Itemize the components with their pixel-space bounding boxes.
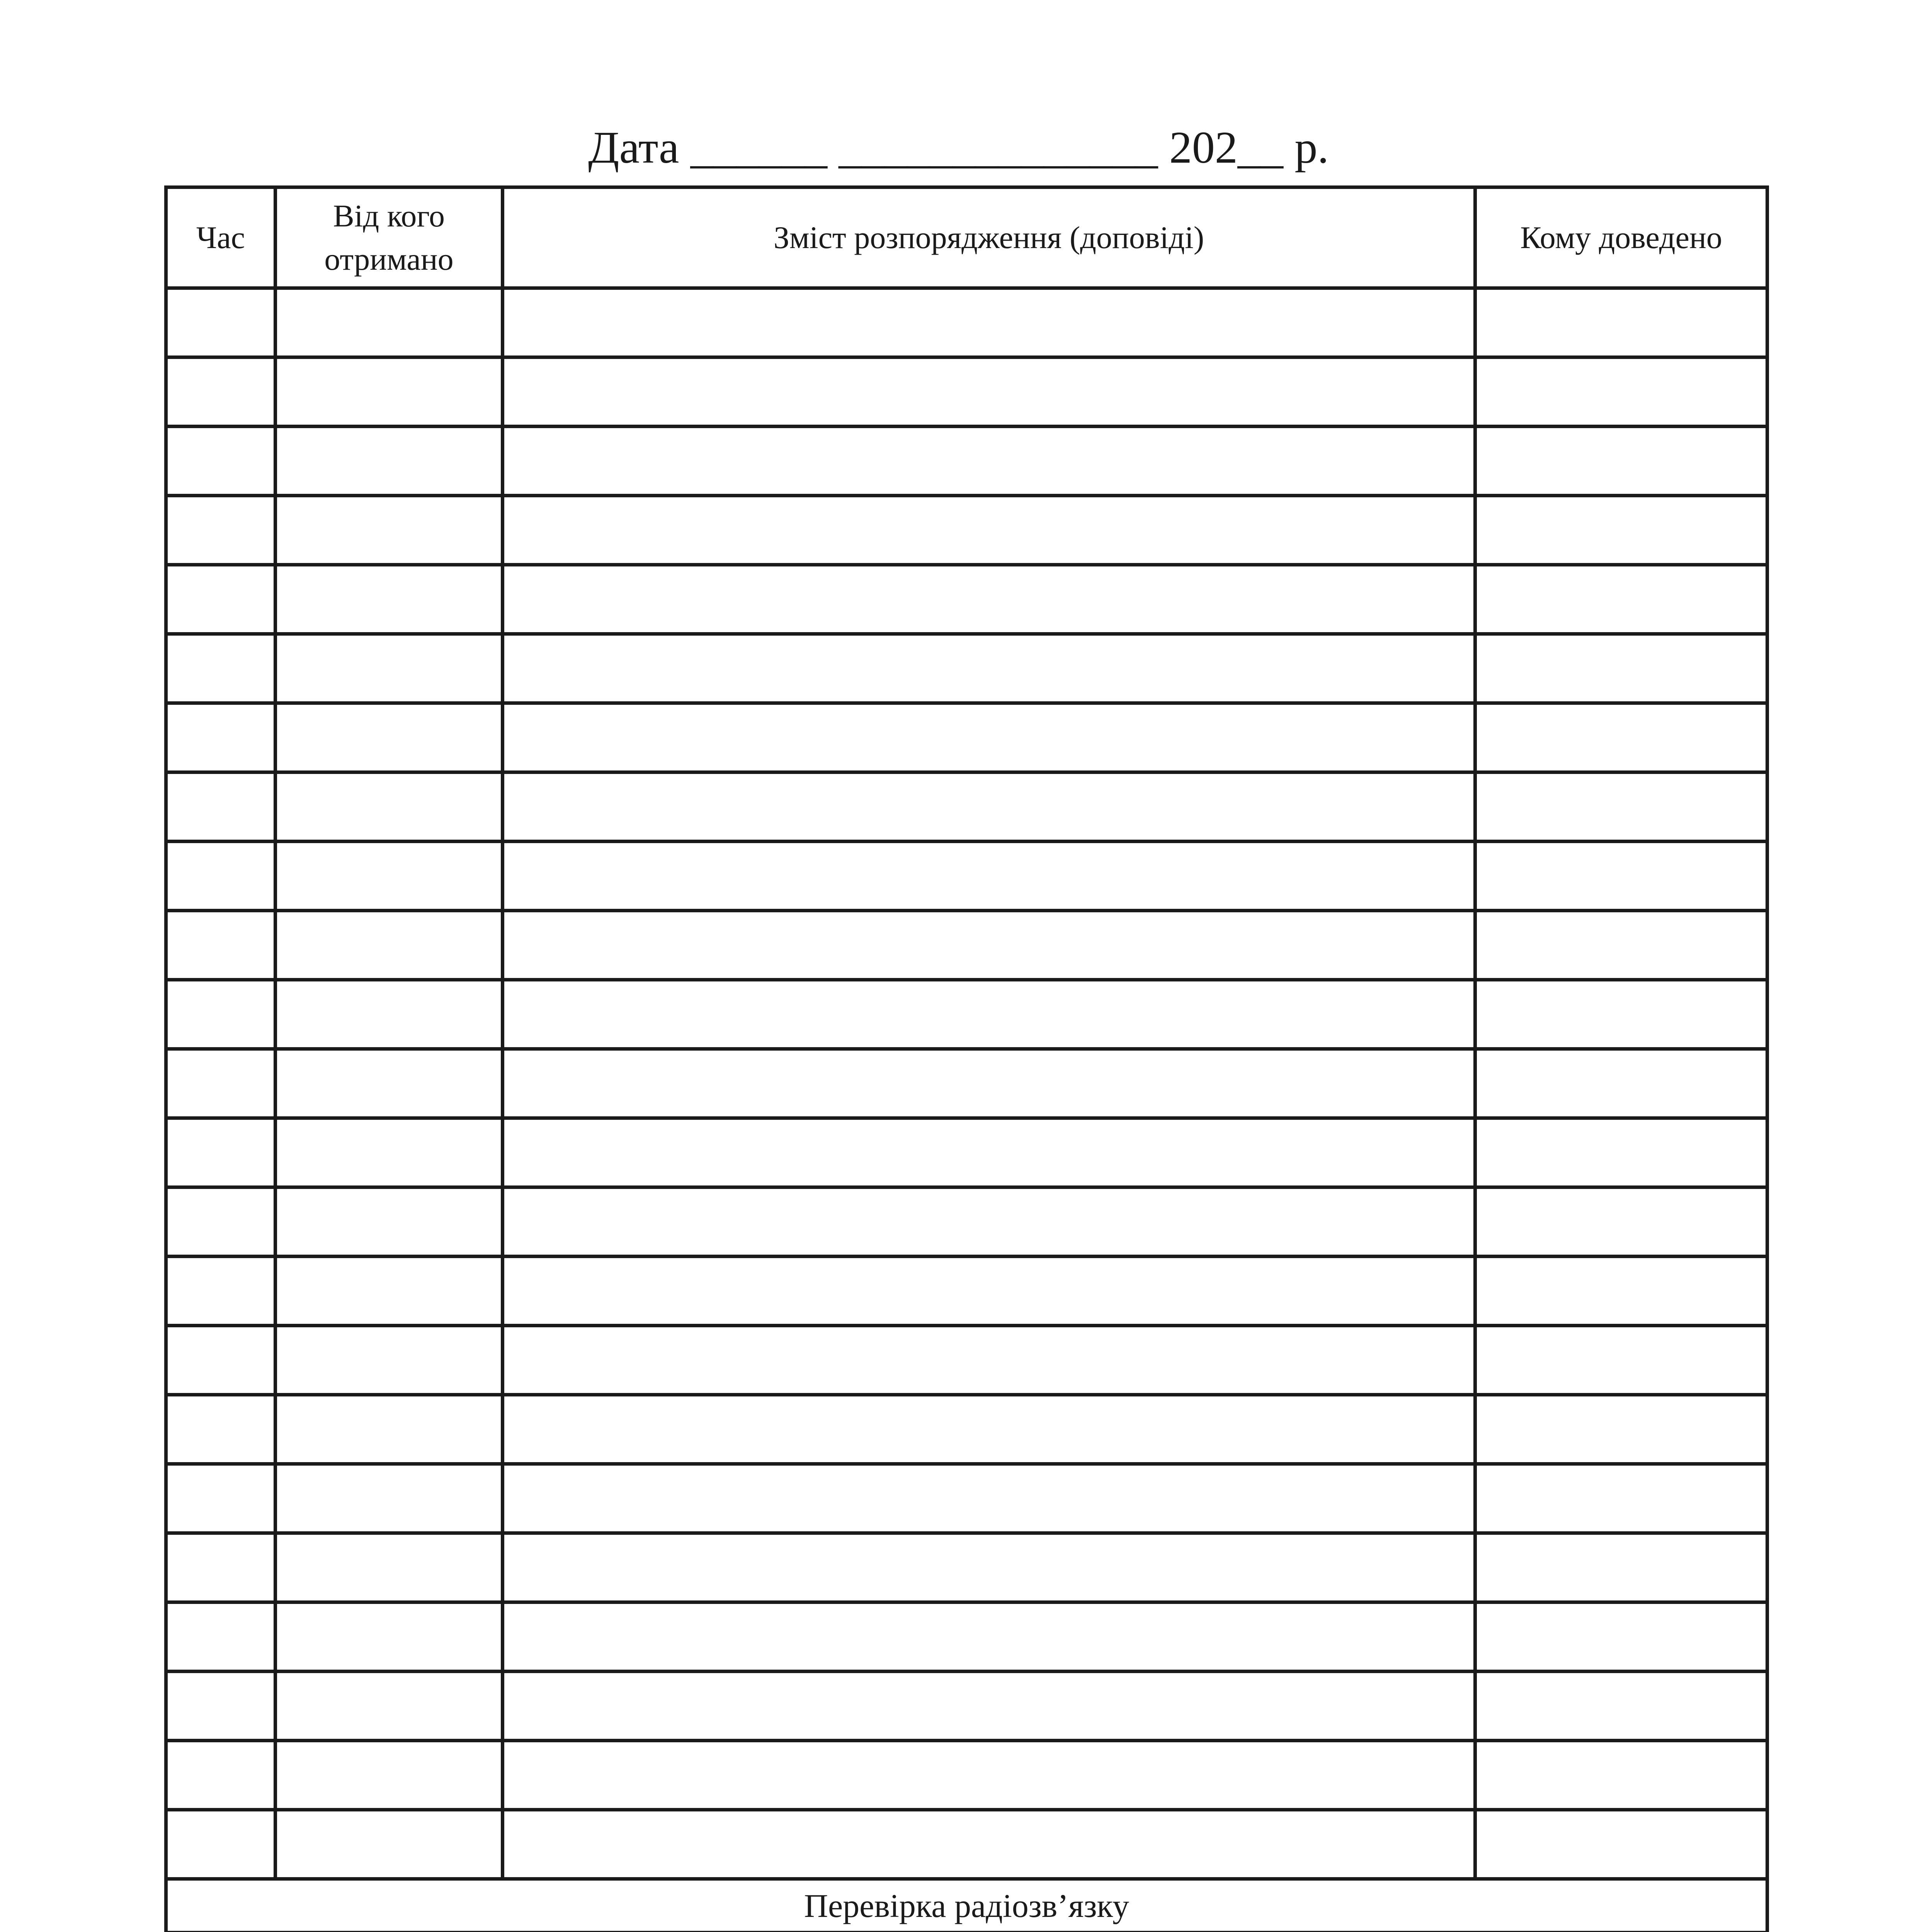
- time-cell[interactable]: [166, 1049, 276, 1118]
- col-header-content: Зміст розпорядження (доповіді): [503, 187, 1475, 288]
- content-cell[interactable]: [503, 1118, 1475, 1187]
- col-header-time: Час: [166, 187, 276, 288]
- to-cell[interactable]: [1475, 1257, 1767, 1326]
- time-cell[interactable]: [166, 1395, 276, 1464]
- time-cell[interactable]: [166, 1533, 276, 1602]
- content-cell[interactable]: [503, 1049, 1475, 1118]
- from-cell[interactable]: [276, 1049, 503, 1118]
- to-cell[interactable]: [1475, 1810, 1767, 1879]
- from-cell[interactable]: [276, 1118, 503, 1187]
- to-cell[interactable]: [1475, 288, 1767, 357]
- time-cell[interactable]: [166, 703, 276, 772]
- content-cell[interactable]: [503, 1533, 1475, 1602]
- to-cell[interactable]: [1475, 565, 1767, 634]
- from-cell[interactable]: [276, 1533, 503, 1602]
- log-table-header: [166, 187, 1767, 288]
- col-header-from-line1: Від кого: [333, 198, 445, 233]
- to-cell[interactable]: [1475, 496, 1767, 565]
- content-cell[interactable]: [503, 565, 1475, 634]
- from-cell[interactable]: [276, 1187, 503, 1257]
- from-cell[interactable]: [276, 703, 503, 772]
- col-header-from: [276, 187, 503, 288]
- content-cell[interactable]: [503, 1602, 1475, 1672]
- log-table-row: [166, 1602, 1767, 1672]
- log-table-row: [166, 427, 1767, 496]
- from-cell[interactable]: [276, 911, 503, 980]
- time-cell[interactable]: [166, 1118, 276, 1187]
- from-cell[interactable]: [276, 1257, 503, 1326]
- from-cell[interactable]: [276, 1464, 503, 1533]
- time-cell[interactable]: [166, 357, 276, 427]
- time-cell[interactable]: [166, 1602, 276, 1672]
- to-cell[interactable]: [1475, 1395, 1767, 1464]
- content-cell[interactable]: [503, 1810, 1475, 1879]
- to-cell[interactable]: [1475, 911, 1767, 980]
- time-cell[interactable]: [166, 1672, 276, 1741]
- log-table-row: [166, 1395, 1767, 1464]
- to-cell[interactable]: [1475, 980, 1767, 1049]
- time-cell[interactable]: [166, 842, 276, 911]
- to-cell[interactable]: [1475, 427, 1767, 496]
- col-header-to: Кому доведено: [1475, 187, 1767, 288]
- to-cell[interactable]: [1475, 1533, 1767, 1602]
- from-cell[interactable]: [276, 1395, 503, 1464]
- to-cell[interactable]: [1475, 842, 1767, 911]
- from-cell[interactable]: [276, 980, 503, 1049]
- log-table-row: [166, 980, 1767, 1049]
- time-cell[interactable]: [166, 565, 276, 634]
- log-table-row: [166, 911, 1767, 980]
- time-cell[interactable]: [166, 1810, 276, 1879]
- from-cell[interactable]: [276, 1326, 503, 1395]
- time-cell[interactable]: [166, 1187, 276, 1257]
- date-line: Дата ______ ______________ 202__ р.: [588, 122, 1329, 173]
- content-cell[interactable]: [503, 1672, 1475, 1741]
- content-cell[interactable]: [503, 357, 1475, 427]
- from-cell[interactable]: [276, 357, 503, 427]
- to-cell[interactable]: [1475, 1741, 1767, 1810]
- time-cell[interactable]: [166, 427, 276, 496]
- log-table-row: [166, 1533, 1767, 1602]
- log-table-row: [166, 842, 1767, 911]
- log-table-row: [166, 1326, 1767, 1395]
- from-cell[interactable]: [276, 772, 503, 842]
- content-cell[interactable]: [503, 703, 1475, 772]
- log-table-row: [166, 1672, 1767, 1741]
- col-header-from-line2: отримано: [324, 242, 454, 277]
- log-table-row: [166, 1464, 1767, 1533]
- from-cell[interactable]: [276, 842, 503, 911]
- content-cell[interactable]: [503, 1257, 1475, 1326]
- to-cell[interactable]: [1475, 703, 1767, 772]
- radio-check-title: Перевірка радіозв’язку: [166, 1879, 1767, 1932]
- content-cell[interactable]: [503, 980, 1475, 1049]
- log-table-row: [166, 1187, 1767, 1257]
- log-table-row: [166, 1118, 1767, 1187]
- content-cell[interactable]: [503, 1395, 1475, 1464]
- content-cell[interactable]: [503, 1464, 1475, 1533]
- log-table-row: [166, 357, 1767, 427]
- time-cell[interactable]: [166, 1326, 276, 1395]
- time-cell[interactable]: [166, 288, 276, 357]
- time-cell[interactable]: [166, 772, 276, 842]
- log-table-row: [166, 1741, 1767, 1810]
- content-cell[interactable]: [503, 427, 1475, 496]
- time-cell[interactable]: [166, 496, 276, 565]
- to-cell[interactable]: [1475, 1187, 1767, 1257]
- content-cell[interactable]: [503, 1187, 1475, 1257]
- log-table-row: [166, 1257, 1767, 1326]
- content-cell[interactable]: [503, 1326, 1475, 1395]
- content-cell[interactable]: [503, 842, 1475, 911]
- log-table-row: [166, 1049, 1767, 1118]
- time-cell[interactable]: [166, 1257, 276, 1326]
- time-cell[interactable]: [166, 911, 276, 980]
- from-cell[interactable]: [276, 1672, 503, 1741]
- from-cell[interactable]: [276, 288, 503, 357]
- log-table-row: [166, 496, 1767, 565]
- content-cell[interactable]: [503, 911, 1475, 980]
- from-cell[interactable]: [276, 565, 503, 634]
- time-cell[interactable]: [166, 1741, 276, 1810]
- log-table-row: [166, 703, 1767, 772]
- orders-log-form: [164, 185, 1769, 1932]
- time-cell[interactable]: [166, 1464, 276, 1533]
- to-cell[interactable]: [1475, 1326, 1767, 1395]
- content-cell[interactable]: [503, 1741, 1475, 1810]
- to-cell[interactable]: [1475, 772, 1767, 842]
- log-table-row: [166, 565, 1767, 634]
- content-cell[interactable]: [503, 772, 1475, 842]
- content-cell[interactable]: [503, 288, 1475, 357]
- log-table-row: [166, 634, 1767, 703]
- log-table-row: [166, 1810, 1767, 1879]
- log-table-body: [166, 288, 1767, 1879]
- from-cell[interactable]: [276, 1741, 503, 1810]
- log-table-row: [166, 772, 1767, 842]
- from-cell[interactable]: [276, 496, 503, 565]
- to-cell[interactable]: [1475, 1118, 1767, 1187]
- log-table-row: [166, 288, 1767, 357]
- radio-check-section: [166, 1879, 1767, 1932]
- from-cell[interactable]: [276, 634, 503, 703]
- to-cell[interactable]: [1475, 357, 1767, 427]
- to-cell[interactable]: [1475, 1602, 1767, 1672]
- time-cell[interactable]: [166, 980, 276, 1049]
- content-cell[interactable]: [503, 496, 1475, 565]
- to-cell[interactable]: [1475, 1672, 1767, 1741]
- to-cell[interactable]: [1475, 634, 1767, 703]
- time-cell[interactable]: [166, 634, 276, 703]
- content-cell[interactable]: [503, 634, 1475, 703]
- to-cell[interactable]: [1475, 1049, 1767, 1118]
- from-cell[interactable]: [276, 427, 503, 496]
- from-cell[interactable]: [276, 1602, 503, 1672]
- from-cell[interactable]: [276, 1810, 503, 1879]
- to-cell[interactable]: [1475, 1464, 1767, 1533]
